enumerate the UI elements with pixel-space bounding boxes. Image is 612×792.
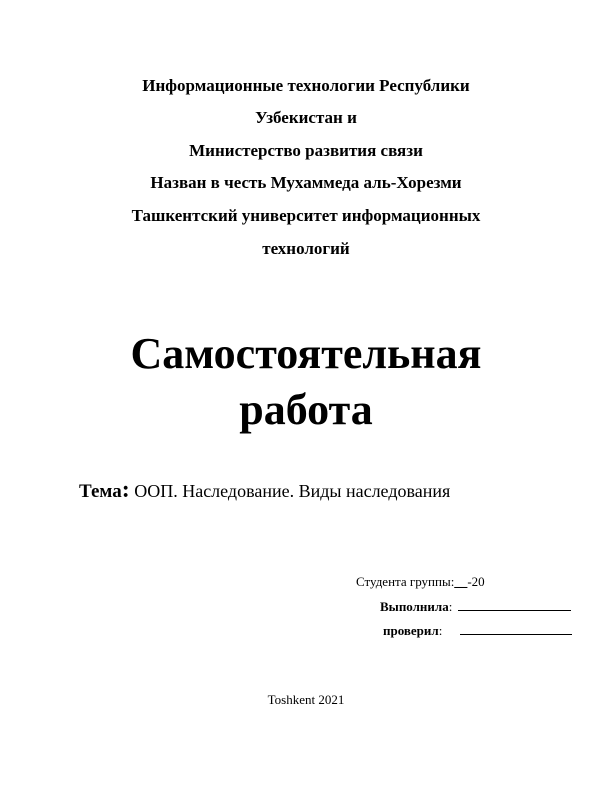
checked-by-colon: :	[438, 623, 443, 638]
document-title-line-1: Самостоятельная	[130, 329, 482, 378]
student-group-suffix: -20	[467, 574, 485, 589]
header-line-1: Информационные технологии Республики	[142, 76, 470, 95]
performed-by-colon: :	[448, 599, 453, 614]
performed-by-line	[380, 598, 571, 615]
student-group-line	[356, 574, 485, 590]
checked-by-label: проверил	[383, 623, 439, 638]
footer-city-year: Toshkent 2021	[267, 692, 345, 707]
student-group-label: Студента группы:	[356, 574, 455, 589]
topic-text: ООП. Наследование. Виды наследования	[134, 481, 451, 501]
student-group-blank: __	[454, 574, 468, 589]
topic-colon: :	[121, 477, 130, 503]
document-title-line-2: работа	[239, 385, 373, 434]
header-line-6: технологий	[262, 239, 350, 258]
header-line-5: Ташкентский университет информационных	[131, 206, 481, 225]
header-line-2: Узбекистан и	[255, 108, 357, 127]
performed-by-blank	[458, 598, 571, 611]
topic-line	[79, 478, 450, 504]
checked-by-blank	[460, 622, 572, 635]
checked-by-line	[383, 622, 572, 639]
performed-by-label: Выполнила	[380, 599, 449, 614]
header-line-4: Назван в честь Мухаммеда аль-Хорезми	[150, 173, 462, 192]
topic-label: Тема	[79, 481, 122, 502]
header-line-3: Министерство развития связи	[189, 141, 423, 160]
